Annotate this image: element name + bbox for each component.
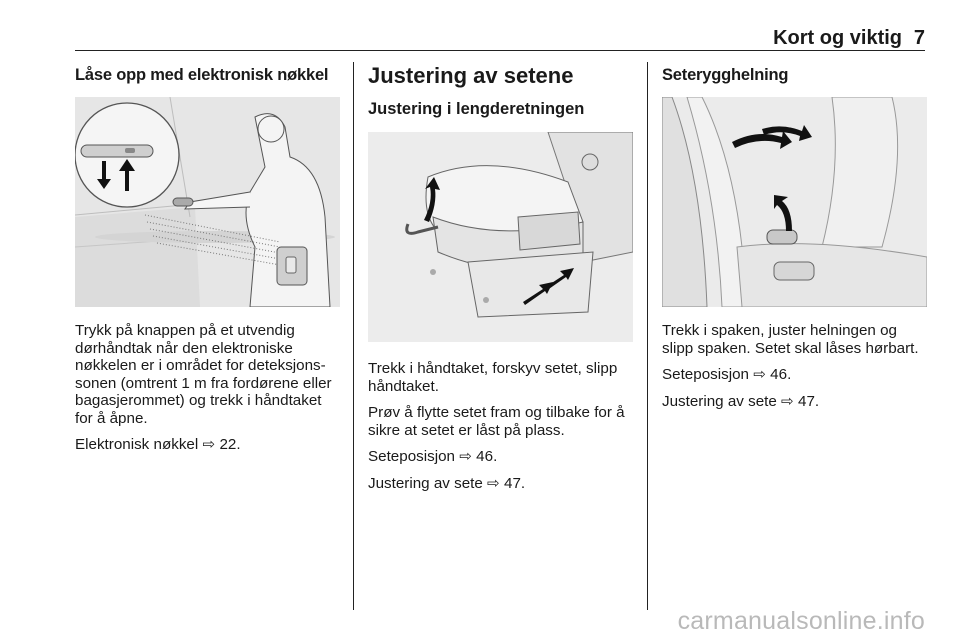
cross-reference <box>368 448 636 466</box>
col3-body <box>662 322 927 410</box>
illustration-seat-longitudinal <box>368 132 633 342</box>
page-ref-arrow-icon: ⇨ <box>459 448 472 465</box>
cross-reference-text: Seteposisjon <box>368 448 455 465</box>
illustration-seatback-recline <box>662 97 927 307</box>
body-paragraph: Trekk i håndtaket, forskyv setet, slipp håndtaket. <box>368 360 618 395</box>
column-divider <box>353 62 354 610</box>
section-heading: Justering av setene <box>368 63 574 88</box>
illustration-door-handle <box>75 97 340 307</box>
section-heading: Låse opp med elektronisk nøkkel <box>75 66 329 84</box>
seat-longitudinal-drawing <box>368 132 633 342</box>
body-paragraph: Trykk på knappen på et utvendig dørhåndtak når den elektroniske nøkkelen er i området for deteksjonssonen (omtrent 1 m fra fordørene eller bagasjerommet) og trekk i håndtaket for å åpne. <box>75 322 332 427</box>
running-header-title: Kort og viktig <box>773 27 902 49</box>
col1-body <box>75 322 341 454</box>
cross-reference-page: 22. <box>219 436 241 453</box>
cross-reference-page: 47. <box>504 474 526 492</box>
cross-reference <box>75 436 341 454</box>
column-seatback-recline <box>662 62 927 85</box>
cross-reference-text: Justering av sete <box>662 392 777 410</box>
cross-reference-text: Elektronisk nøkkel <box>75 436 199 453</box>
header-rule <box>75 50 925 51</box>
page-ref-arrow-icon: ⇨ <box>781 392 794 410</box>
col2-body <box>368 360 636 492</box>
page-ref-arrow-icon: ⇨ <box>487 474 500 492</box>
page-number: 7 <box>913 27 925 49</box>
cross-reference <box>662 393 927 411</box>
body-paragraph: Prøv å flytte setet fram og tilbake for å sikre at setet er låst på plass. <box>368 404 625 439</box>
column-divider <box>647 62 648 610</box>
cross-reference <box>662 366 927 384</box>
door-handle-drawing <box>75 97 340 307</box>
page-ref-arrow-icon: ⇨ <box>753 366 766 383</box>
subsection-heading: Justering i lengderetningen <box>368 100 585 118</box>
cross-reference-page: 47. <box>798 392 820 410</box>
seatback-recline-drawing <box>662 97 927 307</box>
cross-reference-text: Seteposisjon <box>662 366 749 383</box>
page-ref-arrow-icon: ⇨ <box>202 436 216 453</box>
cross-reference <box>368 475 636 493</box>
cross-reference-page: 46. <box>770 366 792 383</box>
cross-reference-page: 46. <box>476 448 498 465</box>
column-electronic-key <box>75 62 340 85</box>
watermark: carmanualsonline.info <box>677 607 925 635</box>
body-paragraph: Trekk i spaken, juster helningen og slipp spaken. Setet skal låses hørbart. <box>662 322 919 357</box>
cross-reference-text: Justering av sete <box>368 474 483 492</box>
column-seat-adjustment <box>368 62 633 119</box>
section-heading: Seterygghelning <box>662 66 789 84</box>
